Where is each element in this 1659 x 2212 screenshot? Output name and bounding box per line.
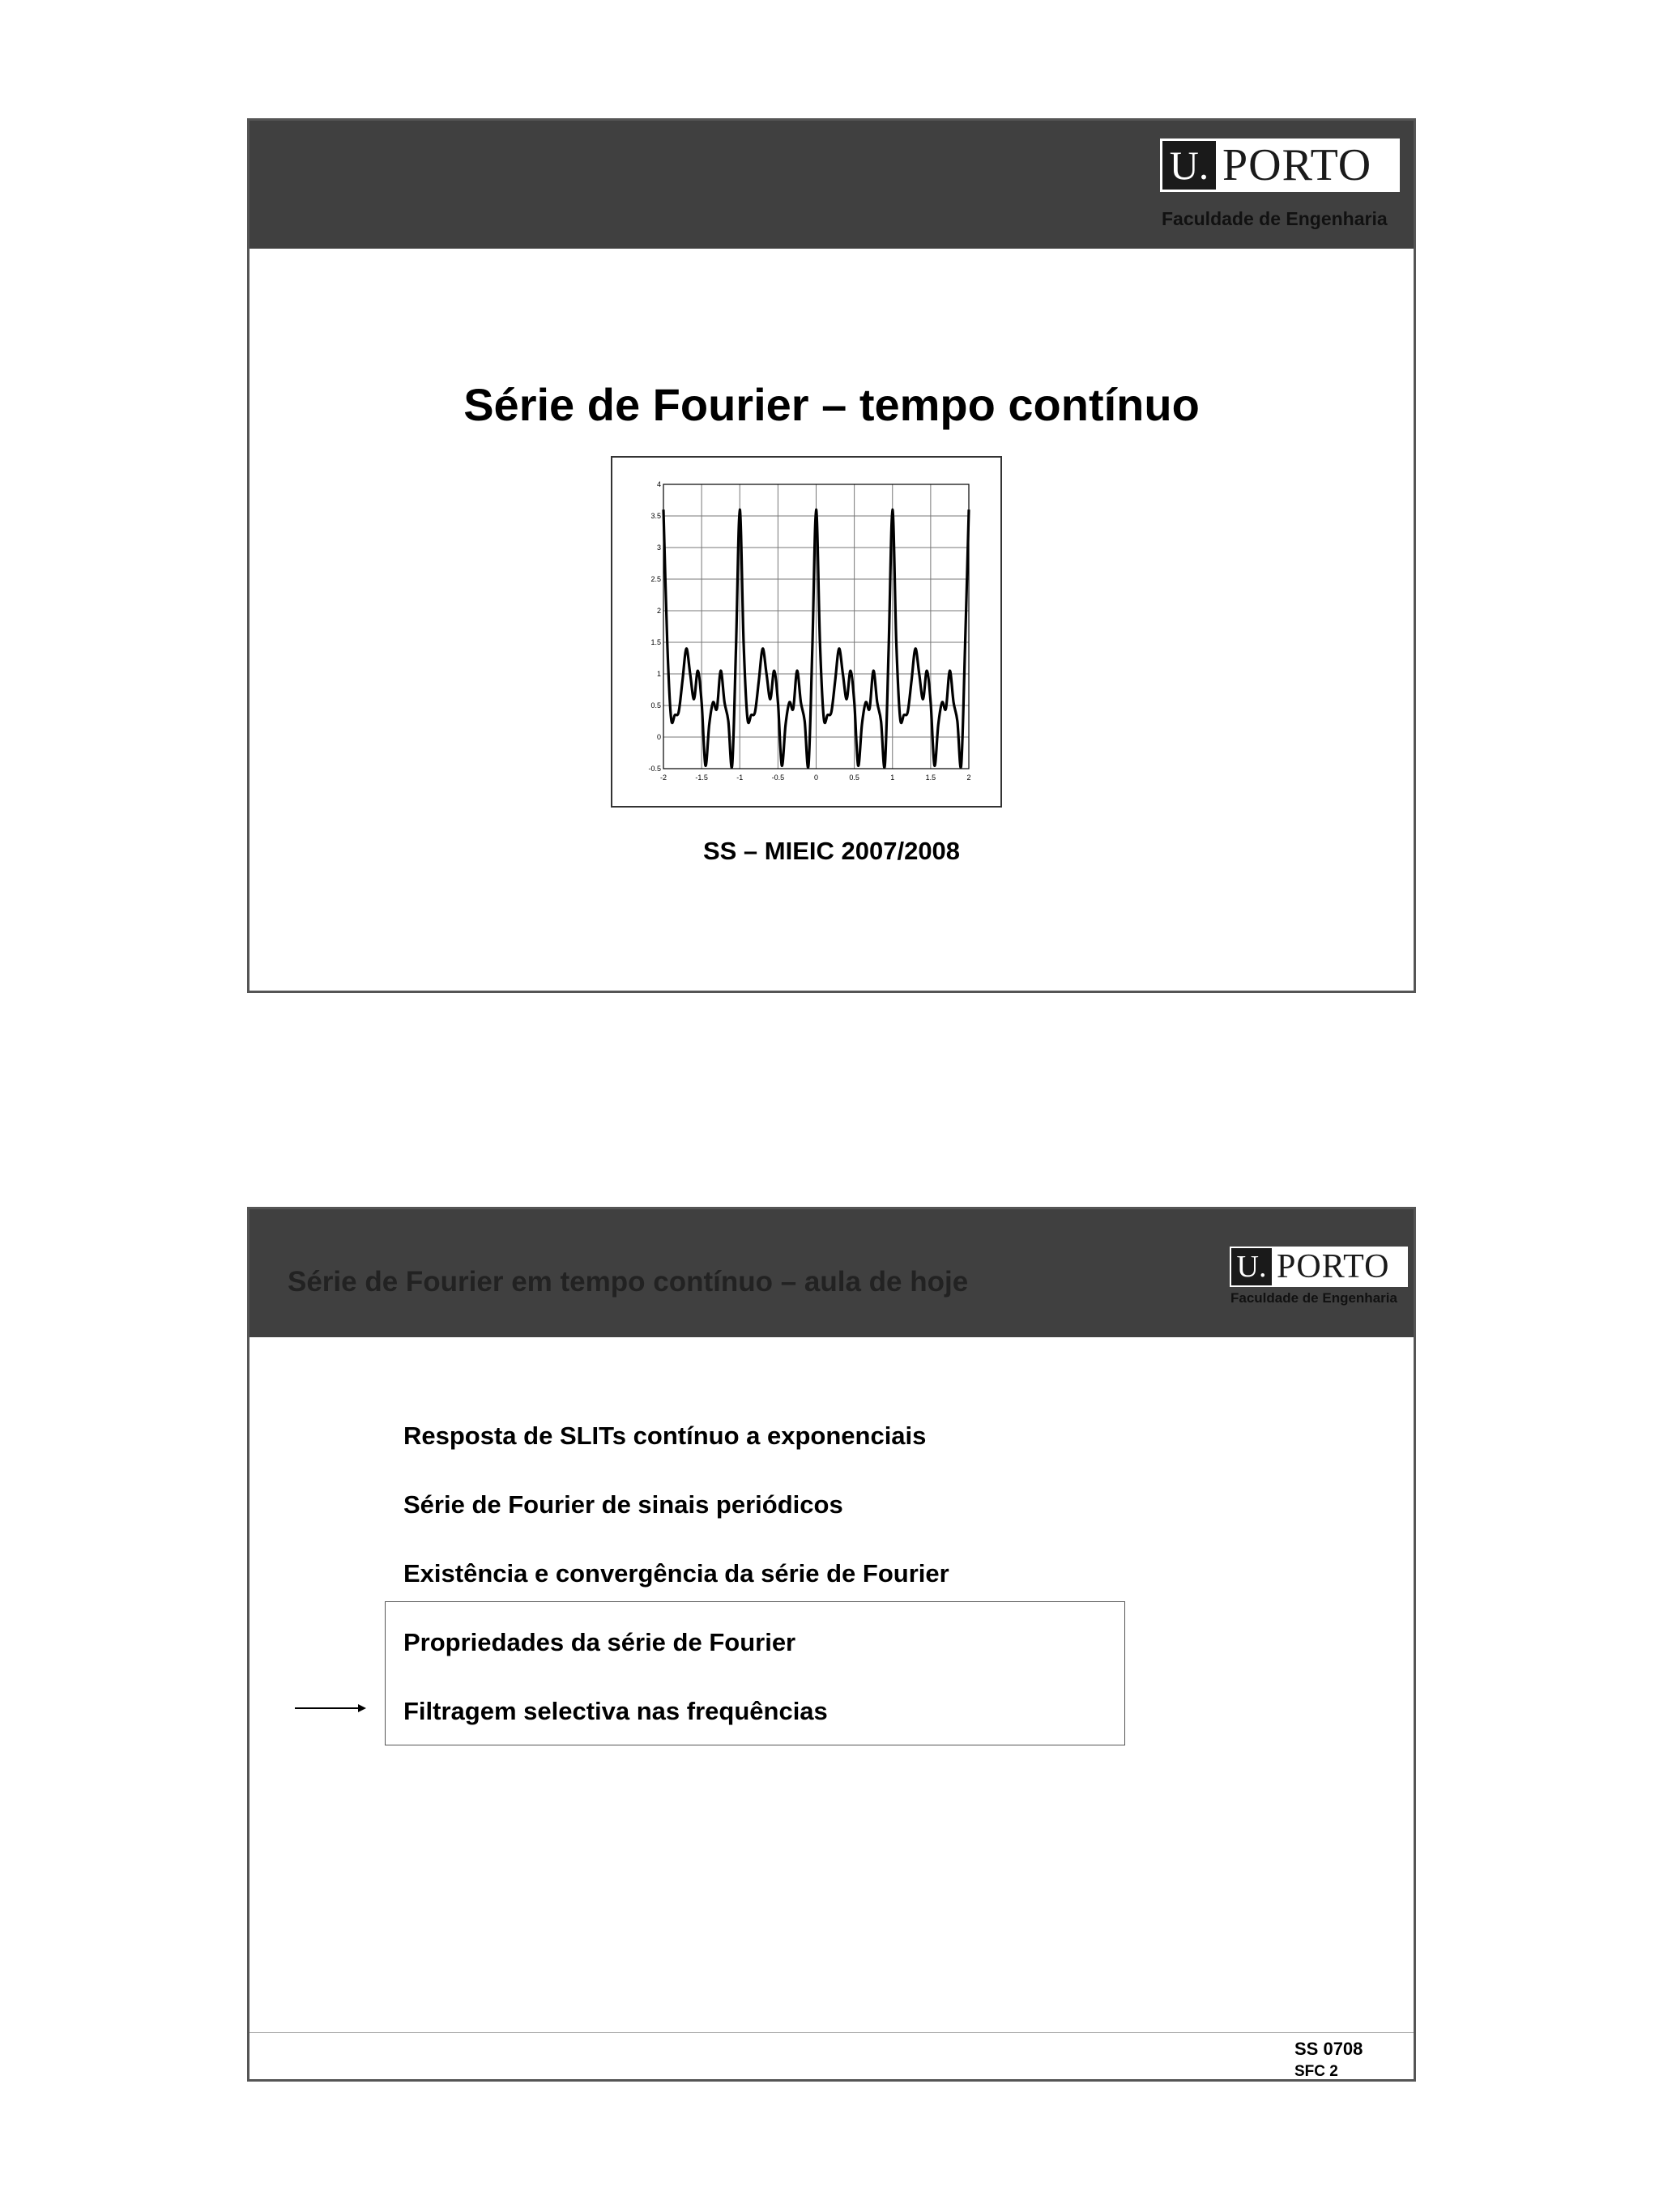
x-tick-label: 1 — [890, 774, 895, 782]
y-tick-label: 1 — [656, 670, 661, 678]
agenda-item: Resposta de SLITs contínuo a exponenciais — [403, 1421, 927, 1450]
slide-header-bar — [249, 1209, 1414, 1337]
agenda-item: Propriedades da série de Fourier — [403, 1628, 796, 1656]
x-tick-label: 2 — [966, 774, 971, 782]
slide-title: Série de Fourier – tempo contínuo — [463, 379, 1200, 430]
faculty-name: Faculdade de Engenharia — [1162, 208, 1388, 229]
x-tick-label: -1 — [736, 774, 744, 782]
fourier-chart-svg — [612, 458, 1004, 809]
title-slide — [247, 118, 1416, 993]
agenda-slide — [247, 1207, 1416, 2082]
arrow-right-icon — [295, 1700, 368, 1716]
footer-divider — [249, 2032, 1414, 2033]
logo-u-mark: U. — [1162, 141, 1216, 190]
agenda-item: Existência e convergência da série de Fourier — [403, 1559, 949, 1588]
agenda-item: Filtragem selectiva nas frequências — [403, 1697, 828, 1725]
x-tick-label: -1.5 — [695, 774, 708, 782]
x-tick-label: 1.5 — [925, 774, 936, 782]
logo-porto-text: PORTO — [1277, 1248, 1390, 1285]
logo-porto-text: PORTO — [1222, 140, 1372, 190]
y-tick-label: 0 — [656, 733, 661, 741]
fourier-chart — [611, 456, 1002, 808]
x-tick-label: -0.5 — [771, 774, 785, 782]
slide-header-bar — [249, 121, 1414, 249]
course-subtitle: SS – MIEIC 2007/2008 — [702, 837, 961, 865]
y-tick-label: 4 — [656, 480, 661, 488]
footer-page-number: SFC 2 — [1294, 2063, 1338, 2080]
slide-title: Série de Fourier em tempo contínuo – aula de hoje — [288, 1266, 969, 1298]
agenda-item: Série de Fourier de sinais periódicos — [403, 1490, 843, 1519]
faculty-name: Faculdade de Engenharia — [1230, 1290, 1397, 1306]
y-tick-label: 2.5 — [650, 575, 661, 583]
y-tick-label: 2 — [656, 607, 661, 615]
y-tick-label: 3 — [656, 543, 661, 552]
y-tick-label: 3.5 — [650, 512, 661, 520]
x-tick-label: 0.5 — [849, 774, 859, 782]
x-tick-label: 0 — [813, 774, 819, 782]
y-tick-label: 1.5 — [650, 638, 661, 646]
y-tick-label: 0.5 — [650, 701, 661, 710]
uporto-logo — [1230, 1247, 1408, 1287]
x-tick-label: -2 — [659, 774, 667, 782]
uporto-logo — [1160, 139, 1400, 192]
logo-u-mark: U. — [1231, 1248, 1272, 1285]
footer-course-code: SS 0708 — [1294, 2039, 1363, 2059]
y-tick-label: -0.5 — [648, 765, 661, 773]
